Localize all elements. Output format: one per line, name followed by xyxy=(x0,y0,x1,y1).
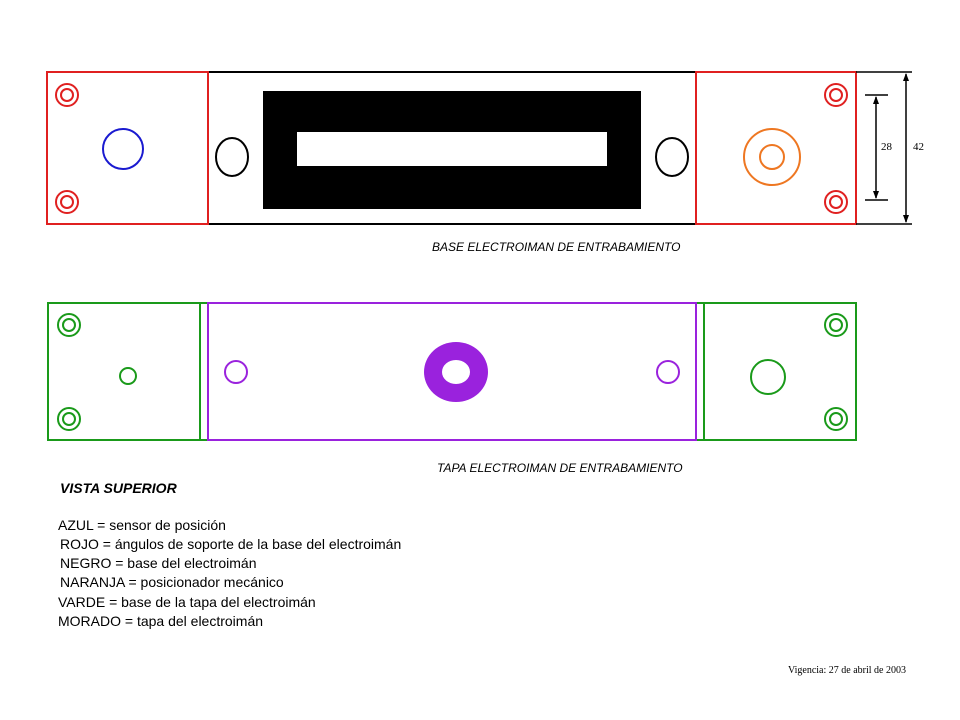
red-bolt-hole xyxy=(56,84,78,106)
electromagnet-slot xyxy=(297,132,607,166)
green-bolt-hole xyxy=(825,408,847,430)
cover-base-left xyxy=(48,303,200,440)
tapa-assembly xyxy=(48,303,856,440)
legend-item: ROJO = ángulos de soporte de la base del electroimán xyxy=(60,536,402,552)
base-assembly xyxy=(47,72,912,224)
green-small-hole xyxy=(120,368,136,384)
position-sensor xyxy=(103,129,143,169)
red-bolt-hole xyxy=(825,84,847,106)
purple-left-hole xyxy=(225,361,247,383)
tapa-caption: TAPA ELECTROIMAN DE ENTRABAMIENTO xyxy=(437,461,683,475)
red-bolt-hole xyxy=(825,191,847,213)
left-black-oval xyxy=(216,138,248,176)
dimension-outer-label: 42 xyxy=(913,141,924,153)
purple-right-hole xyxy=(657,361,679,383)
mechanical-positioner xyxy=(744,129,800,185)
base-caption: BASE ELECTROIMAN DE ENTRABAMIENTO xyxy=(432,240,681,254)
purple-center-hole xyxy=(442,360,470,384)
right-black-oval xyxy=(656,138,688,176)
green-bolt-hole xyxy=(825,314,847,336)
legend-item: NARANJA = posicionador mecánico xyxy=(60,574,284,590)
cover-base-right xyxy=(704,303,856,440)
red-bolt-hole xyxy=(56,191,78,213)
legend-item: AZUL = sensor de posición xyxy=(58,517,226,533)
right-support-angle xyxy=(696,72,856,224)
left-support-angle xyxy=(47,72,208,224)
view-title: VISTA SUPERIOR xyxy=(60,480,177,496)
legend-item: VARDE = base de la tapa del electroimán xyxy=(58,594,316,610)
green-bolt-hole xyxy=(58,408,80,430)
green-large-hole xyxy=(751,360,785,394)
dimension-inner-label: 28 xyxy=(881,141,892,153)
legend-item: MORADO = tapa del electroimán xyxy=(58,613,264,629)
green-bolt-hole xyxy=(58,314,80,336)
legend-item: NEGRO = base del electroimán xyxy=(60,555,257,571)
footer-validity: Vigencia: 27 de abril de 2003 xyxy=(788,665,906,676)
